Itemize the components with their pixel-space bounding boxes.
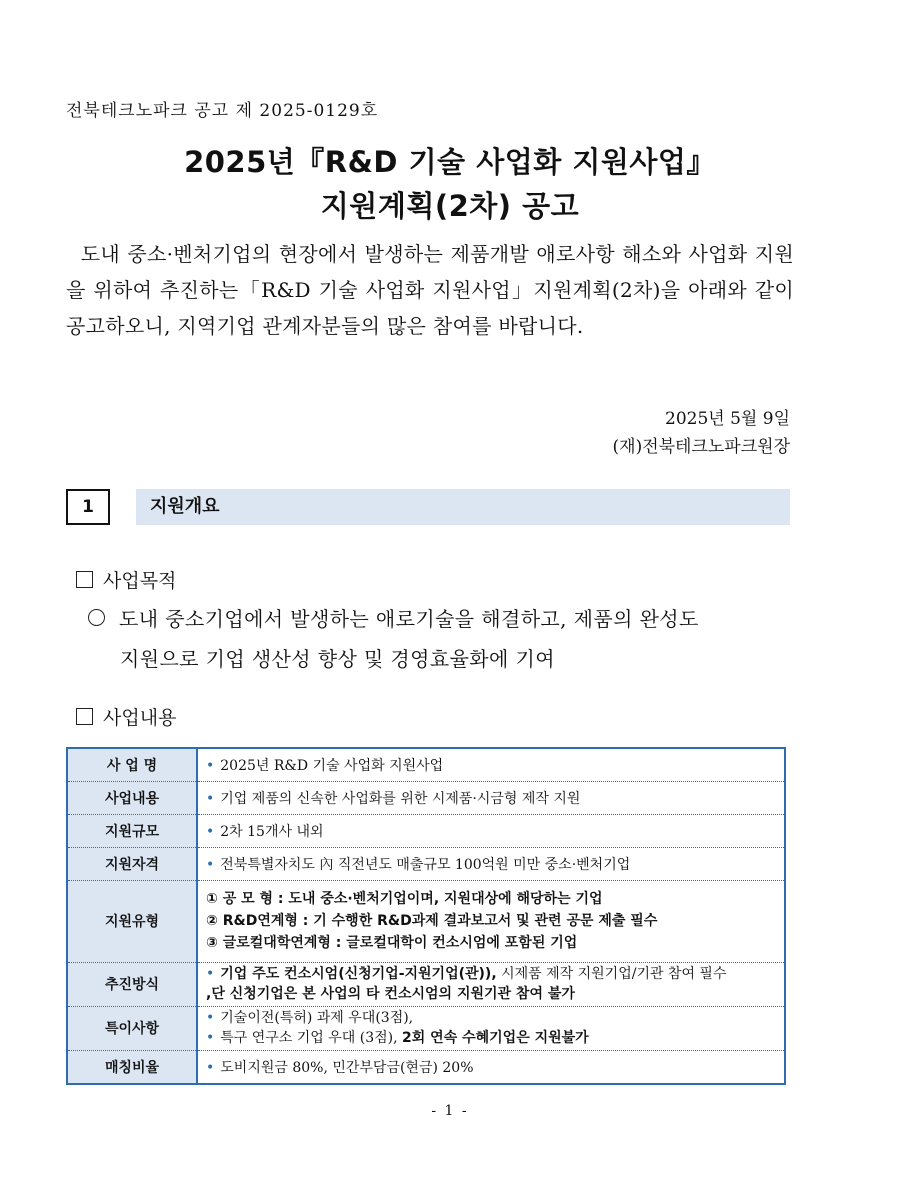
table-row bbox=[67, 781, 785, 814]
announcement-date: 2025년 5월 9일 bbox=[665, 409, 790, 429]
row-value: • 도비지원금 80%, 민간부담금(현금) 20% bbox=[206, 1059, 474, 1076]
row-value: ① 공 모 형 : 도내 중소·벤처기업이며, 지원대상에 해당하는 기업 ② R&D연계형 : 기 수행한 R&D과제 결과보고서 및 관련 공문 제출 필수 ③ 글로컬대학연계형 : 글로컬대학이 컨소시엄에 포함된 기업 bbox=[197, 880, 785, 962]
table-row bbox=[67, 748, 785, 781]
section-number: 1 bbox=[66, 489, 110, 525]
row-value: • 기술이전(특허) 과제 우대(3점), • 특구 연구소 기업 우대 (3점), 2회 연속 수혜기업은 지원불가 bbox=[197, 1006, 785, 1050]
intro-paragraph: 도내 중소·벤처기업의 현장에서 발생하는 제품개발 애로사항 해소와 사업화 지원을 위하여 추진하는「R&D 기술 사업화 지원사업」지원계획(2차)을 아래와 같이 공고하오니, 지역기업 관계자분들의 많은 참여를 바랍니다. bbox=[66, 242, 794, 338]
row-value: • 2차 15개사 내외 bbox=[197, 814, 785, 847]
circle-bullet-icon bbox=[88, 609, 105, 626]
square-bullet-icon bbox=[76, 708, 93, 725]
table-row bbox=[67, 880, 785, 962]
document-number: 전북테크노파크 공고 제 2025-0129호 bbox=[66, 101, 379, 121]
table-row bbox=[67, 847, 785, 880]
row-label: 매칭비율 bbox=[67, 1050, 197, 1084]
row-label: 지원자격 bbox=[67, 847, 197, 880]
table-row bbox=[67, 962, 785, 1006]
content-heading: 사업내용 bbox=[76, 703, 176, 730]
table-row bbox=[67, 1050, 785, 1084]
row-label: 지원규모 bbox=[67, 814, 197, 847]
row-value: • 전북특별자치도 內 직전년도 매출규모 100억원 미만 중소·벤처기업 bbox=[197, 847, 785, 880]
table-row bbox=[67, 814, 785, 847]
row-label: 사 업 명 bbox=[67, 748, 197, 781]
page-number: - 1 - bbox=[431, 1103, 469, 1119]
section-title: 지원개요 bbox=[136, 489, 790, 525]
organization-name: (재)전북테크노파크원장 bbox=[612, 437, 790, 457]
row-label: 사업내용 bbox=[67, 781, 197, 814]
purpose-heading: 사업목적 bbox=[76, 566, 176, 593]
row-value: • 2025년 R&D 기술 사업화 지원사업 bbox=[197, 748, 785, 781]
row-value: • 기업 제품의 신속한 사업화를 위한 시제품·시금형 제작 지원 bbox=[197, 781, 785, 814]
row-value: • 기업 주도 컨소시엄(신청기업-지원기업(관)), 시제품 제작 지원기업/기관 참여 필수 ,단 신청기업은 본 사업의 타 컨소시엄의 지원기관 참여 불가 bbox=[197, 962, 785, 1006]
purpose-line-2: 지원으로 기업 생산성 향상 및 경영효율화에 기여 bbox=[120, 647, 555, 671]
row-label: 특이사항 bbox=[67, 1006, 197, 1050]
purpose-line-1: 도내 중소기업에서 발생하는 애로기술을 해결하고, 제품의 완성도 bbox=[88, 603, 699, 632]
program-spec-table bbox=[66, 747, 786, 1085]
square-bullet-icon bbox=[76, 571, 93, 588]
page-title: 2025년『R&D 기술 사업화 지원사업』 bbox=[184, 145, 716, 179]
page-subtitle: 지원계획(2차) 공고 bbox=[320, 189, 580, 223]
row-label: 추진방식 bbox=[67, 962, 197, 1006]
row-label: 지원유형 bbox=[67, 880, 197, 962]
table-row bbox=[67, 1006, 785, 1050]
